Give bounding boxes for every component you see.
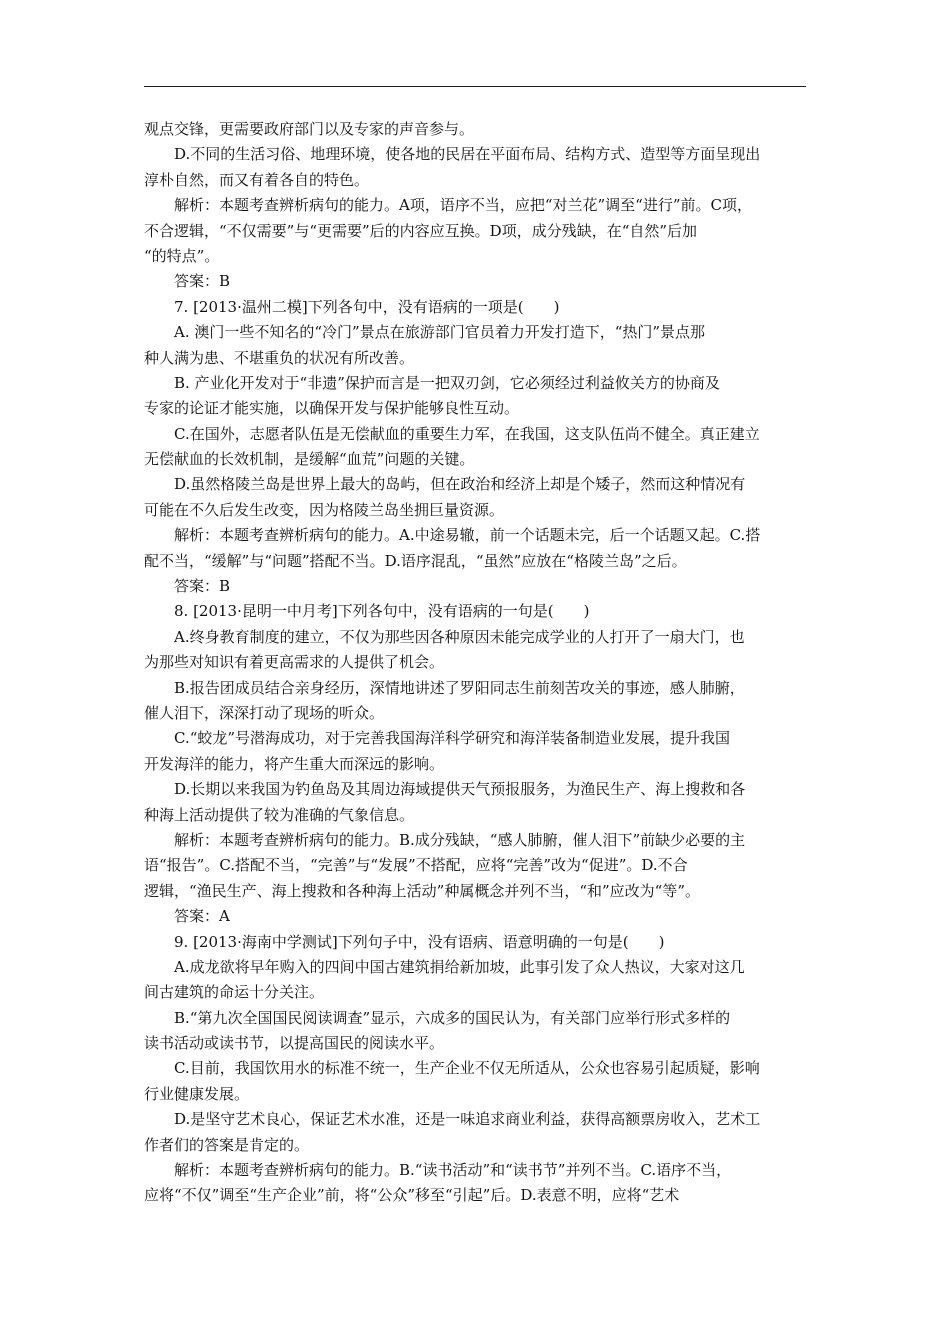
text-line: 种海上活动提供了较为准确的气象信息。 bbox=[144, 805, 415, 824]
text-line: 种人满为患、不堪重负的状况有所改善。 bbox=[144, 348, 415, 367]
text-line: 答案：A bbox=[174, 907, 230, 926]
header-rule bbox=[144, 86, 806, 87]
text-line: 9. [2013·海南中学测试]下列句子中，没有语病、语意明确的一句是( ) bbox=[174, 932, 665, 951]
text-line: A. 澳门一些不知名的“冷门”景点在旅游部门官员着力开发打造下，“热门”景点那 bbox=[174, 323, 706, 342]
text-line: 答案：B bbox=[174, 577, 231, 596]
text-line: 催人泪下，深深打动了现场的听众。 bbox=[144, 703, 385, 722]
text-line: 间古建筑的命运十分关注。 bbox=[144, 983, 325, 1002]
text-line: 解析：本题考查辨析病句的能力。A项，语序不当，应把“对兰花”调至“进行”前。C项， bbox=[174, 196, 752, 215]
text-line: 可能在不久后发生改变，因为格陵兰岛坐拥巨量资源。 bbox=[144, 500, 505, 519]
text-line: 观点交锋，更需要政府部门以及专家的声音参与。 bbox=[144, 120, 475, 138]
text-line: 读书活动或读书节，以提高国民的阅读水平。 bbox=[144, 1034, 445, 1053]
text-line: 解析：本题考查辨析病句的能力。A.中途易辙，前一个话题未完，后一个话题又起。C.搭 bbox=[174, 526, 761, 545]
text-line: 解析：本题考查辨析病句的能力。B.成分残缺，“感人肺腑，催人泪下”前缺少必要的主 bbox=[174, 830, 746, 849]
text-line: 不合逻辑，“不仅需要”与“更需要”后的内容应互换。D项，成分残缺，在“自然”后加 bbox=[144, 221, 698, 240]
text-line: D.长期以来我国为钓鱼岛及其周边海域提供天气预报服务，为渔民生产、海上搜救和各 bbox=[174, 780, 746, 799]
text-line: 答案：B bbox=[174, 272, 231, 291]
text-line: 行业健康发展。 bbox=[144, 1084, 250, 1103]
text-line: A.成龙欲将早年购入的四间中国古建筑捐给新加坡，此事引发了众人热议，大家对这几 bbox=[174, 957, 745, 976]
text-line: 解析：本题考查辨析病句的能力。B.“读书活动”和“读书节”并列不当。C.语序不当， bbox=[174, 1161, 732, 1180]
text-line: 8. [2013·昆明一中月考]下列各句中，没有语病的一句是( ) bbox=[174, 602, 590, 621]
text-line: 作者们的答案是肯定的。 bbox=[144, 1135, 310, 1154]
text-line: C.“蛟龙”号潜海成功，对于完善我国海洋科学研究和海洋装备制造业发展，提升我国 bbox=[174, 729, 731, 748]
text-line: 专家的论证才能实施，以确保开发与保护能够良性互动。 bbox=[144, 399, 520, 418]
text-line: 无偿献血的长效机制，是缓解“血荒”问题的关键。 bbox=[144, 450, 475, 469]
text-line: C.在国外，志愿者队伍是无偿献血的重要生力军，在我国，这支队伍尚不健全。真正建立 bbox=[174, 424, 760, 443]
text-line: 开发海洋的能力，将产生重大而深远的影响。 bbox=[144, 754, 445, 773]
text-line: C.目前，我国饮用水的标准不统一，生产企业不仅无所适从，公众也容易引起质疑，影响 bbox=[174, 1059, 760, 1078]
text-line: 语“报告”。C.搭配不当，“完善”与“发展”不搭配，应将“完善”改为“促进”。D.不合 bbox=[144, 856, 688, 875]
text-line: 为那些对知识有着更高需求的人提供了机会。 bbox=[144, 653, 445, 672]
text-line: B.报告团成员结合亲身经历，深情地讲述了罗阳同志生前刻苦攻关的事迹，感人肺腑， bbox=[174, 678, 745, 697]
text-line: B.“第九次全国国民阅读调查”显示，六成多的国民认为，有关部门应举行形式多样的 bbox=[174, 1008, 731, 1027]
text-line: 7. [2013·温州二模]下列各句中，没有语病的一项是( ) bbox=[174, 297, 560, 316]
document-body bbox=[144, 117, 809, 1209]
text-line: D.虽然格陵兰岛是世界上最大的岛屿，但在政治和经济上却是个矮子，然而这种情况有 bbox=[174, 475, 746, 494]
text-line: 配不当，“缓解”与“问题”搭配不当。D.语序混乱，“虽然”应放在“格陵兰岛”之后。 bbox=[144, 551, 687, 570]
text-line: 逻辑，“渔民生产、海上搜救和各种海上活动”种属概念并列不当，“和”应改为“等”。 bbox=[144, 881, 701, 900]
text-line: D.是坚守艺术良心，保证艺术水准，还是一味追求商业利益，获得高额票房收入，艺术工 bbox=[174, 1110, 761, 1129]
text-line: 应将“不仅”调至“生产企业”前，将“公众”移至“引起”后。D.表意不明，应将“艺术 bbox=[144, 1186, 680, 1205]
text-line: A.终身教育制度的建立，不仅为那些因各种原因未能完成学业的人打开了一扇大门，也 bbox=[174, 627, 745, 646]
text-line: 淳朴自然，而又有着各自的特色。 bbox=[144, 170, 370, 189]
text-line: “的特点”。 bbox=[144, 246, 220, 265]
text-line: D.不同的生活习俗、地理环境，使各地的民居在平面布局、结构方式、造型等方面呈现出 bbox=[174, 145, 761, 164]
text-line: B. 产业化开发对于“非遗”保护而言是一把双刃剑，它必须经过利益攸关方的协商及 bbox=[174, 373, 720, 392]
